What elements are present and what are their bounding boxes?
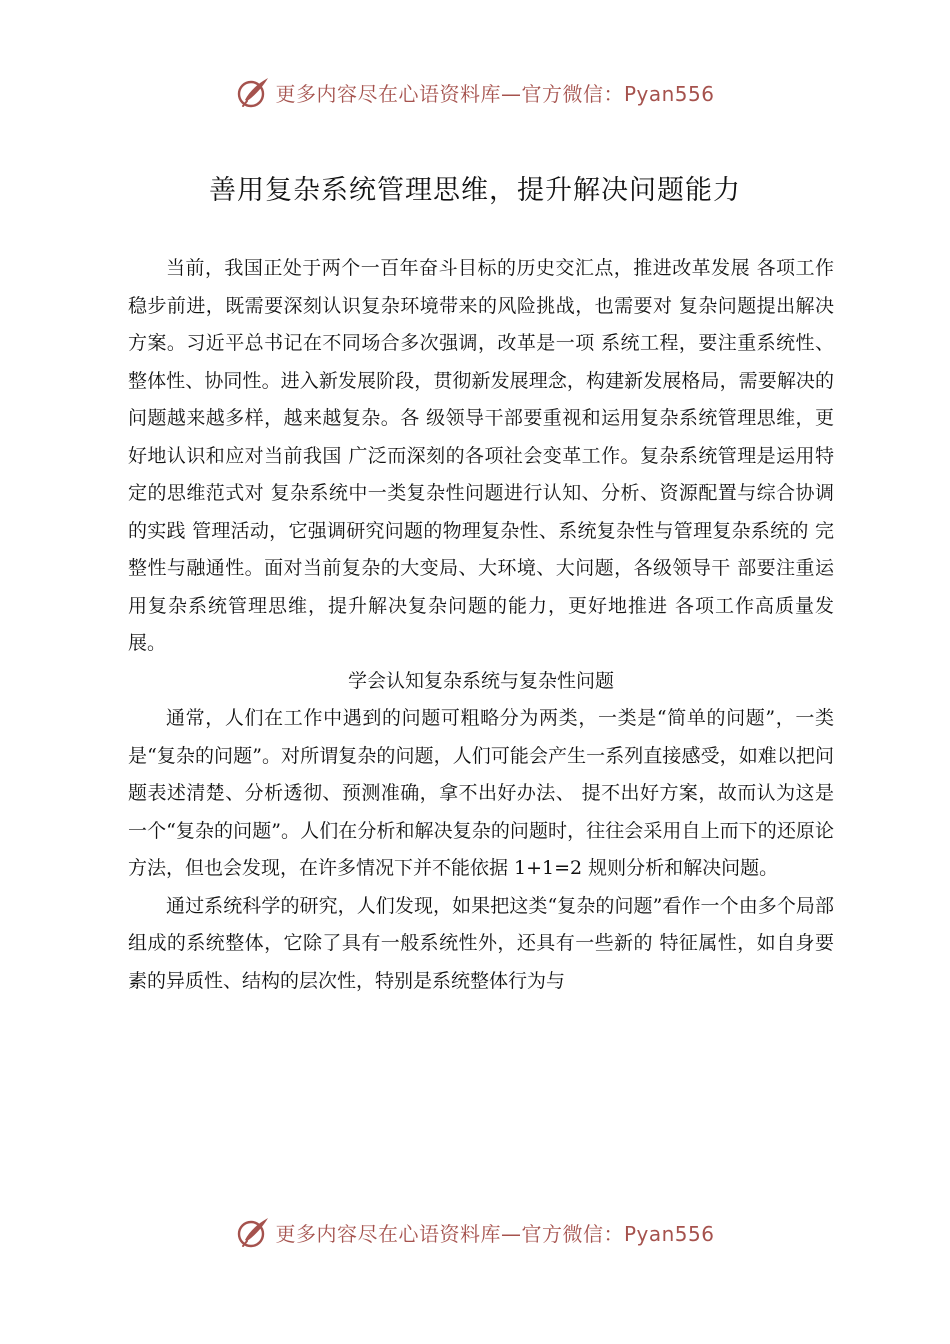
- document-body: [128, 250, 834, 1000]
- paragraph: 通常，人们在工作中遇到的问题可粗略分为两类，一类是“简单的问题”，一类是“复杂的问题”。对所谓复杂的问题，人们可能会产生一系列直接感受，如难以把问题表述清楚、分析透彻、预测准确，拿不出好办法、 提不出好方案，故而认为这是一个“复杂的问题”。人们在分析和解决复杂的问题时，往往会采用自上而下的还原论方法，但也会发现，在许多情况下并不能依据 1+1=2 规则分析和解决问题。: [128, 707, 834, 879]
- paragraph: 当前，我国正处于两个一百年奋斗目标的历史交汇点，推进改革发展 各项工作稳步前进，既需要深刻认识复杂环境带来的风险挑战，也需要对 复杂问题提出解决方案。习近平总书记在不同场合多次强调，改革是一项 系统工程，要注重系统性、整体性、协同性。进入新发展阶段，贯彻新发展理念，构建新发展格局，需要解决的问题越来越多样，越来越复杂。各 级领导干部要重视和运用复杂系统管理思维，更好地认识和应对当前我国 广泛而深刻的各项社会变革工作。复杂系统管理是运用特定的思维范式对 复杂系统中一类复杂性问题进行认知、分析、资源配置与综合协调的实践 管理活动，它强调研究问题的物理复杂性、系统复杂性与管理复杂系统的 完整性与融通性。面对当前复杂的大变局、大环境、大问题，各级领导干 部要注重运用复杂系统管理思维，提升解决复杂问题的能力，更好地推进 各项工作高质量发展。: [128, 257, 834, 654]
- banner-text: 更多内容尽在心语资料库—官方微信：Pyan556: [275, 1221, 715, 1246]
- quill-logo-icon: [235, 74, 271, 110]
- document-title: 善用复杂系统管理思维，提升解决问题能力: [209, 175, 741, 206]
- banner-text: 更多内容尽在心语资料库—官方微信：Pyan556: [275, 81, 715, 106]
- paragraph: 通过系统科学的研究，人们发现，如果把这类“复杂的问题”看作一个由多个局部组成的系统整体，它除了具有一般系统性外，还具有一些新的 特征属性，如自身要素的异质性、结构的层次性，特别是系统整体行为与: [128, 894, 834, 992]
- header-banner: [0, 72, 950, 112]
- footer-banner: [0, 1212, 950, 1252]
- quill-logo-icon: [235, 1214, 271, 1250]
- section-heading: 学会认知复杂系统与复杂性问题: [347, 669, 614, 692]
